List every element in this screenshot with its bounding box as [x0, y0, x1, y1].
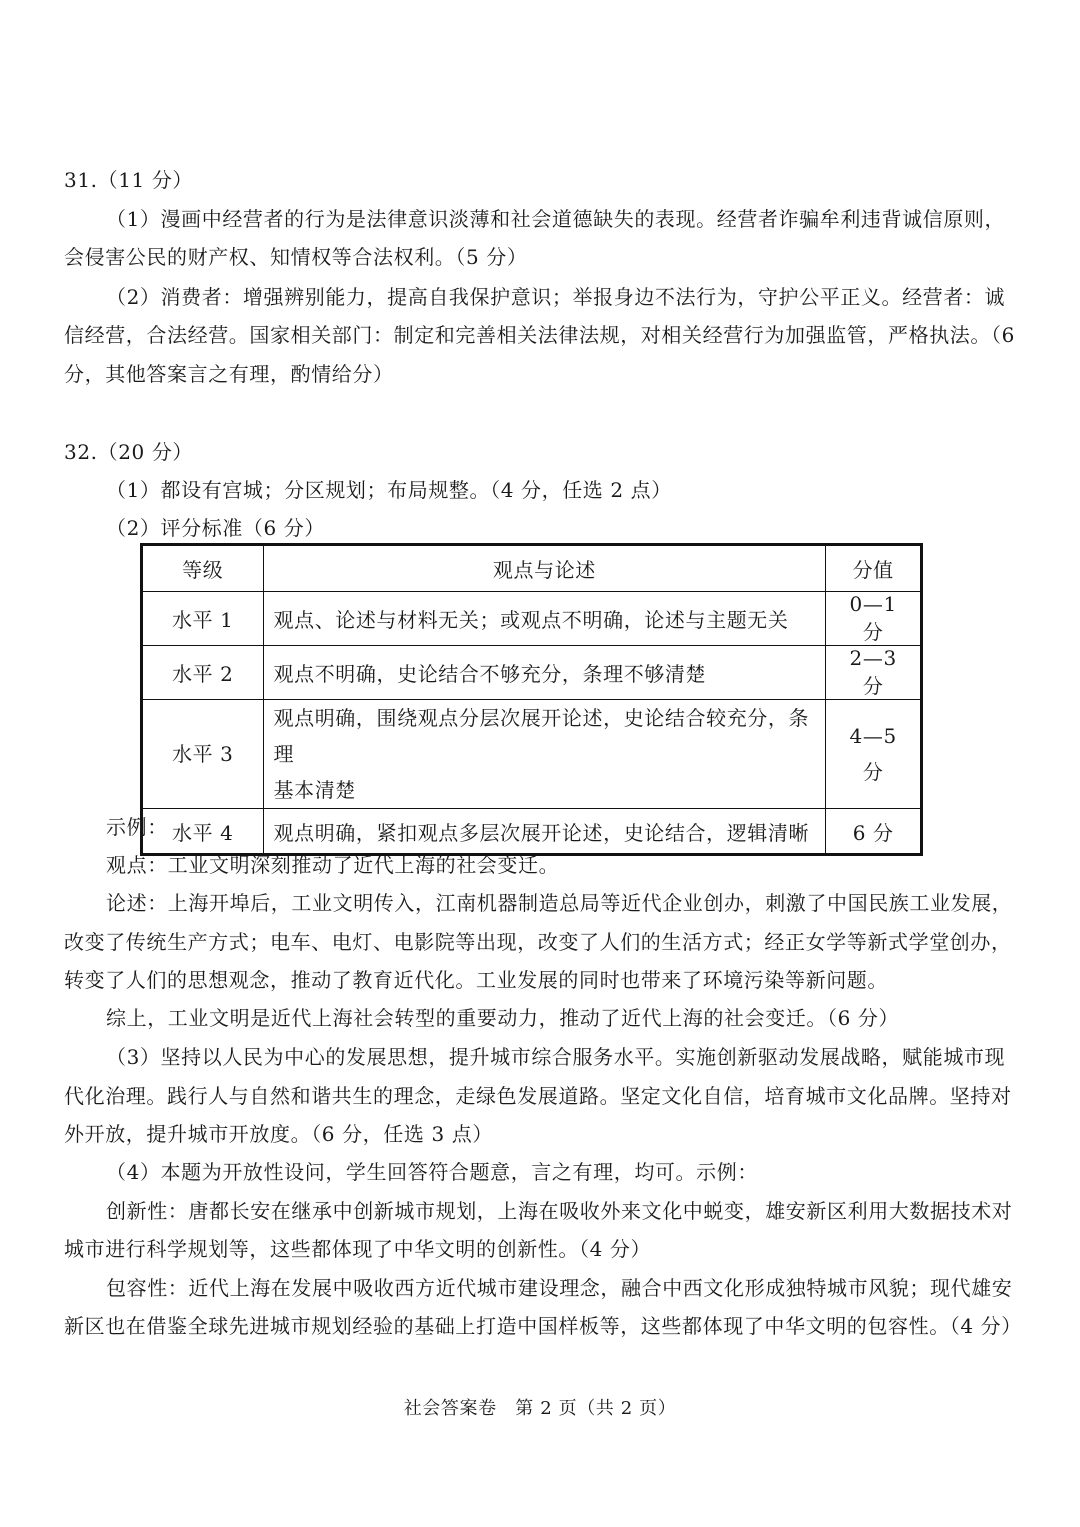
argument-line2: 改变了传统生产方式；电车、电灯、电影院等出现，改变了人们的生活方式；经正女学等新式学堂创办， — [64, 930, 1012, 954]
scoring-table-header — [142, 545, 922, 592]
argument-line1: 论述：上海开埠后，工业文明传入，江南机器制造总局等近代企业创办，刺激了中国民族工业发展， — [106, 891, 1013, 915]
scoring-table — [140, 543, 923, 856]
row-score: 4—5 分 — [826, 700, 922, 809]
q31-part2-line1: （2）消费者：增强辨别能力，提高自我保护意识；举报身边不法行为，守护公平正义。经营者：诚 — [106, 285, 1006, 309]
q31-part1-line2: 会侵害公民的财产权、知情权等合法权利。（5 分） — [64, 245, 528, 269]
q32-part1: （1）都设有宫城；分区规划；布局规整。（4 分，任选 2 点） — [106, 478, 672, 502]
row-level: 水平 2 — [142, 646, 264, 700]
q31-heading: 31.（11 分） — [64, 168, 194, 192]
q32-part3-line1: （3）坚持以人民为中心的发展思想，提升城市综合服务水平。实施创新驱动发展战略，赋能城市现 — [106, 1045, 1006, 1069]
row-desc-line: 基本清楚 — [273, 778, 356, 802]
q32-part3-line3: 外开放，提升城市开放度。（6 分，任选 3 点） — [64, 1122, 493, 1146]
q32-part3-line2: 代化治理。践行人与自然和谐共生的理念，走绿色发展道路。坚定文化自信，培育城市文化品牌。坚持对 — [64, 1084, 1012, 1108]
row-desc — [263, 700, 826, 809]
viewpoint-line: 观点：工业文明深刻推动了近代上海的社会变迁。 — [106, 853, 560, 877]
row-desc: 观点、论述与材料无关；或观点不明确，论述与主题无关 — [263, 592, 826, 646]
row-desc-line: 观点明确，围绕观点分层次展开论述，史论结合较充分，条理 — [273, 706, 810, 766]
innovation-line2: 城市进行科学规划等，这些都体现了中华文明的创新性。（4 分） — [64, 1237, 652, 1261]
header-viewpoint: 观点与论述 — [263, 545, 826, 592]
header-score: 分值 — [826, 545, 922, 592]
row-score: 6 分 — [826, 809, 922, 855]
row-desc: 观点明确，紧扣观点多层次展开论述，史论结合，逻辑清晰 — [263, 809, 826, 855]
row-score: 0—1 分 — [826, 592, 922, 646]
q31-part2-line2: 信经营，合法经营。国家相关部门：制定和完善相关法律法规，对相关经营行为加强监管，严格执法。（6 — [64, 323, 1015, 347]
inclusiveness-line2: 新区也在借鉴全球先进城市规划经验的基础上打造中国样板等，这些都体现了中华文明的包容性。（4 分） — [64, 1314, 1022, 1338]
table-row — [142, 700, 922, 809]
argument-line3: 转变了人们的思想观念，推动了教育近代化。工业发展的同时也带来了环境污染等新问题。 — [64, 968, 888, 992]
q32-part4: （4）本题为开放性设问，学生回答符合题意，言之有理，均可。示例： — [106, 1160, 758, 1184]
table-row — [142, 592, 922, 646]
q31-part2-line3: 分，其他答案言之有理，酌情给分） — [64, 362, 394, 386]
table-row — [142, 809, 922, 855]
q32-part2-title: （2）评分标准（6 分） — [106, 516, 326, 540]
header-level: 等级 — [142, 545, 264, 592]
row-desc: 观点不明确，史论结合不够充分，条理不够清楚 — [263, 646, 826, 700]
summary-line: 综上，工业文明是近代上海社会转型的重要动力，推动了近代上海的社会变迁。（6 分） — [106, 1006, 900, 1030]
q32-heading: 32.（20 分） — [64, 440, 194, 464]
page-footer: 社会答案卷 第 2 页（共 2 页） — [403, 1398, 677, 1419]
q31-part1-line1: （1）漫画中经营者的行为是法律意识淡薄和社会道德缺失的表现。经营者诈骗牟利违背诚信原则， — [106, 207, 1006, 231]
innovation-line1: 创新性：唐都长安在继承中创新城市规划，上海在吸收外来文化中蜕变，雄安新区利用大数据技术对 — [106, 1199, 1013, 1223]
row-level: 水平 1 — [142, 592, 264, 646]
row-score: 2—3 分 — [826, 646, 922, 700]
example-label: 示例： — [106, 815, 168, 839]
row-level: 水平 4 — [142, 809, 264, 855]
inclusiveness-line1: 包容性：近代上海在发展中吸收西方近代城市建设理念，融合中西文化形成独特城市风貌；现代雄安 — [106, 1276, 1013, 1300]
row-level: 水平 3 — [142, 700, 264, 809]
table-row — [142, 646, 922, 700]
